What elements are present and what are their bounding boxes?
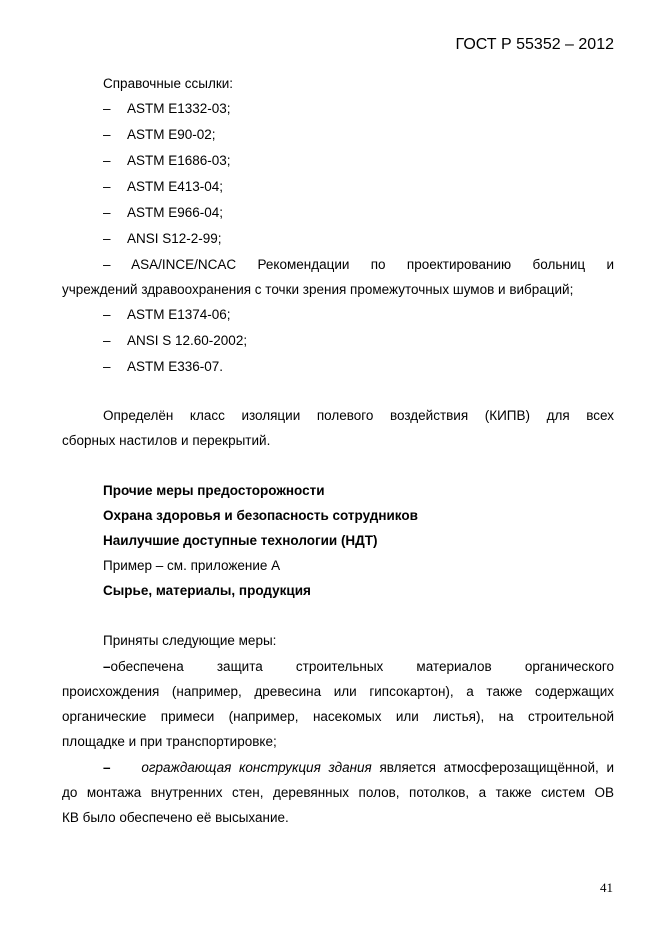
reference-asa-line1: – ASA/INCE/NCAC Рекомендации по проектированию больниц и bbox=[103, 257, 614, 272]
list-dash: – bbox=[103, 179, 111, 194]
paragraph-kipv bbox=[62, 403, 614, 453]
reference-asa bbox=[62, 252, 614, 302]
measure-item-2 bbox=[62, 755, 614, 830]
list-dash: – bbox=[103, 101, 111, 116]
paragraph-line: Определён класс изоляции полевого воздействия (КИПВ) для всех bbox=[103, 408, 614, 423]
list-dash: – bbox=[103, 231, 111, 246]
references-title: Справочные ссылки: bbox=[103, 76, 234, 91]
document-header: ГОСТ Р 55352 – 2012 bbox=[455, 36, 614, 53]
measures-intro: Приняты следующие меры: bbox=[103, 633, 277, 648]
measure-line: площадке и при транспортировке; bbox=[62, 734, 277, 749]
reference-asa-line2: учреждений здравоохранения с точки зрения промежуточных шумов и вибраций; bbox=[62, 282, 574, 297]
bullet-dash: – bbox=[103, 760, 111, 775]
reference-item: ASTM E1332-03; bbox=[127, 101, 231, 116]
italic-term: ограждающая конструкция здания bbox=[141, 760, 372, 775]
measure-line bbox=[62, 755, 614, 780]
reference-item: ANSI S12-2-99; bbox=[127, 231, 222, 246]
reference-item: ASTM E413-04; bbox=[127, 179, 224, 194]
list-dash: – bbox=[103, 127, 111, 142]
reference-item: ASTM E1374-06; bbox=[127, 307, 231, 322]
heading-materials: Сырье, материалы, продукция bbox=[103, 583, 311, 598]
reference-item: ASTM E336-07. bbox=[127, 359, 224, 374]
bullet-dash: – bbox=[103, 659, 111, 674]
measure-item-1 bbox=[62, 654, 614, 754]
measure-line: КВ было обеспечено её высыхание. bbox=[62, 810, 289, 825]
list-dash: – bbox=[103, 359, 111, 374]
page-number: 41 bbox=[600, 880, 613, 895]
measure-text: является атмосферозащищённой, и bbox=[371, 760, 614, 775]
reference-item: ASTM E1686-03; bbox=[127, 153, 231, 168]
measure-line bbox=[62, 654, 614, 679]
list-dash: – bbox=[103, 307, 111, 322]
measure-line: до монтажа внутренних стен, деревянных полов, потолков, а также систем ОВ bbox=[62, 785, 614, 800]
measure-text: обеспечена защита строительных материалов органического bbox=[110, 659, 614, 674]
list-dash: – bbox=[103, 205, 111, 220]
example-note: Пример – см. приложение А bbox=[103, 558, 281, 573]
measure-line: происхождения (например, древесина или гипсокартон), а также содержащих bbox=[62, 684, 614, 699]
heading-bat: Наилучшие доступные технологии (НДТ) bbox=[103, 533, 378, 548]
paragraph-line: сборных настилов и перекрытий. bbox=[62, 433, 271, 448]
measure-line: органические примеси (например, насекомых или листья), на строительной bbox=[62, 709, 614, 724]
list-dash: – bbox=[103, 333, 111, 348]
heading-health-safety: Охрана здоровья и безопасность сотрудников bbox=[103, 508, 418, 523]
reference-item: ASTM E966-04; bbox=[127, 205, 224, 220]
list-dash: – bbox=[103, 153, 111, 168]
heading-precautions: Прочие меры предосторожности bbox=[103, 483, 325, 498]
reference-item: ANSI S 12.60-2002; bbox=[127, 333, 248, 348]
reference-item: ASTM E90-02; bbox=[127, 127, 216, 142]
